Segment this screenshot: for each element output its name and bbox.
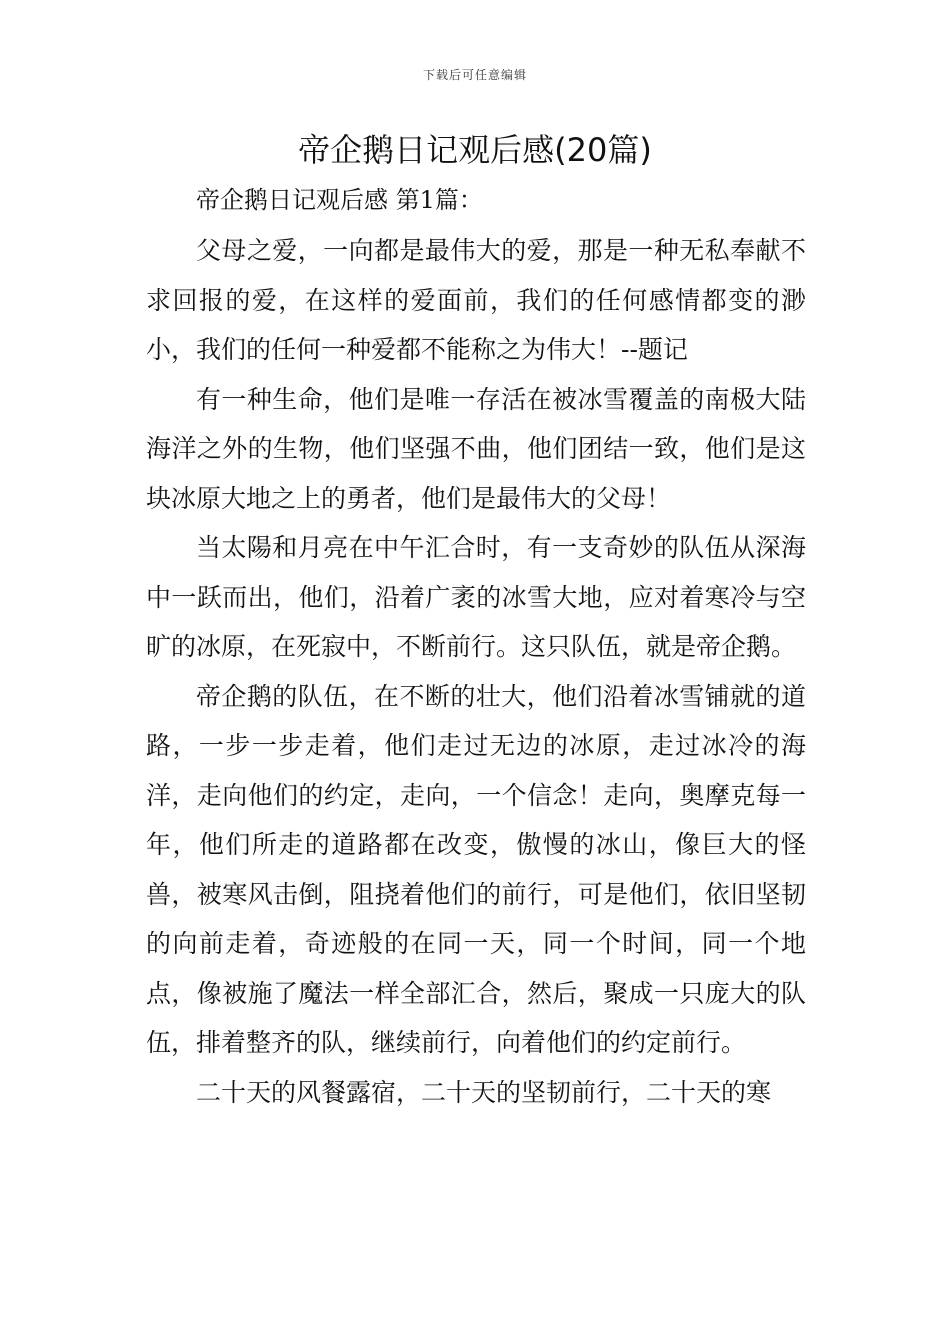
paragraph: 父母之爱，一向都是最伟大的爱，那是一种无私奉献不求回报的爱，在这样的爱面前，我们的任何感情都变的渺小，我们的任何一种爱都不能称之为伟大！--题记 (146, 236, 806, 364)
page-header-note: 下载后可任意编辑 (422, 68, 527, 82)
document-body (146, 226, 806, 1117)
paragraph: 当太陽和月亮在中午汇合时，有一支奇妙的队伍从深海中一跃而出，他们，沿着广袤的冰雪大地，应对着寒冷与空旷的冰原，在死寂中，不断前行。这只队伍，就是帝企鹅。 (146, 533, 806, 661)
paragraph: 帝企鹅的队伍，在不断的壮大，他们沿着冰雪铺就的道路，一步一步走着，他们走过无边的冰原，走过冰冷的海洋，走向他们的约定，走向，一个信念！走向，奥摩克每一年，他们所走的道路都在改变，傲慢的冰山，像巨大的怪兽，被寒风击倒，阻挠着他们的前行，可是他们，依旧坚韧的向前走着，奇迹般的在同一天，同一个时间，同一个地点，像被施了魔法一样全部汇合，然后，聚成一只庞大的队伍，排着整齐的队，继续前行，向着他们的约定前行。 (146, 681, 806, 1057)
document-title: 帝企鹅日记观后感(20篇) (298, 131, 652, 169)
paragraph: 有一种生命，他们是唯一存活在被冰雪覆盖的南极大陆海洋之外的生物，他们坚强不曲，他们团结一致，他们是这块冰原大地之上的勇者，他们是最伟大的父母！ (146, 384, 806, 513)
paragraph: 二十天的风餐露宿，二十天的坚韧前行，二十天的寒 (196, 1077, 772, 1107)
section-heading: 帝企鹅日记观后感 第1篇： (196, 186, 483, 214)
